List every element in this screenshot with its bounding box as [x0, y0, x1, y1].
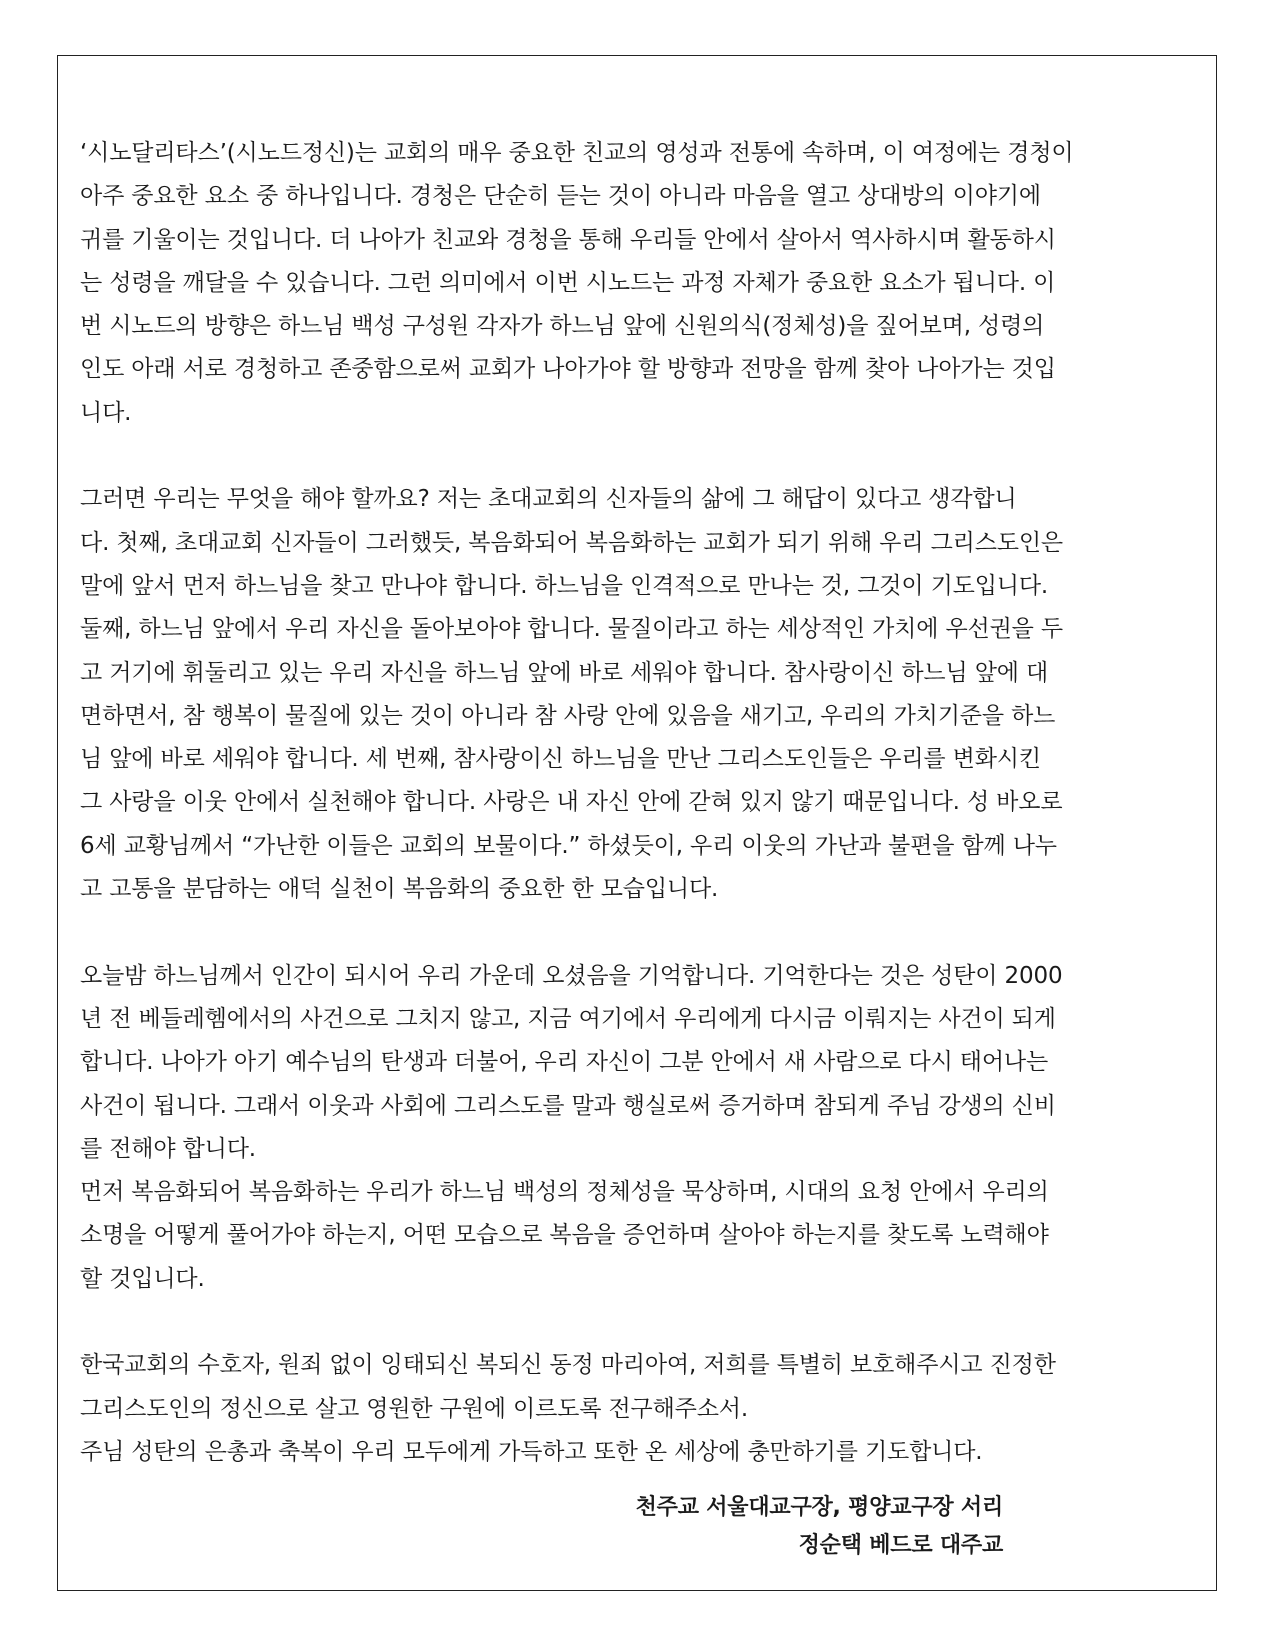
paragraph-closing-prayer — [80, 1344, 1200, 1474]
paragraph-gap — [80, 911, 1200, 954]
text-line: 귀를 기울이는 것입니다. 더 나아가 친교와 경청을 통해 우리들 안에서 살아서 역사하시며 활동하시 — [80, 226, 1056, 253]
text-line: 년 전 베들레헴에서의 사건으로 그치지 않고, 지금 여기에서 우리에게 다시금 이뤄지는 사건이 되게 — [80, 1005, 1056, 1032]
paragraph-gap — [80, 1301, 1200, 1344]
text-line: 니다. — [80, 399, 132, 426]
text-line: 먼저 복음화되어 복음화하는 우리가 하느님 백성의 정체성을 묵상하며, 시대의 요청 안에서 우리의 — [80, 1179, 1049, 1206]
paragraph-synodality — [80, 132, 1200, 435]
text-line: 면하면서, 참 행복이 물질에 있는 것이 아니라 참 사랑 안에 있음을 새기고, 우리의 가치기준을 하느 — [80, 702, 1056, 729]
text-line: 사건이 됩니다. 그래서 이웃과 사회에 그리스도를 말과 행실로써 증거하며 참되게 주님 강생의 신비 — [80, 1092, 1056, 1119]
text-line: 한국교회의 수호자, 원죄 없이 잉태되신 복되신 동정 마리아여, 저희를 특별히 보호해주시고 진정한 — [80, 1352, 1056, 1379]
signature-name: 정순택 베드로 대주교 — [798, 1533, 1003, 1558]
text-line: 6세 교황님께서 “가난한 이들은 교회의 보물이다.” 하셨듯이, 우리 이웃의 가난과 불편을 함께 나누 — [80, 832, 1057, 859]
text-line: 그리스도인의 정신으로 살고 영원한 구원에 이르도록 전구해주소서. — [80, 1395, 749, 1422]
text-line: 고 고통을 분담하는 애덕 실천이 복음화의 중요한 한 모습입니다. — [80, 876, 719, 903]
text-line: ‘시노달리타스’(시노드정신)는 교회의 매우 중요한 친교의 영성과 전통에 속하며, 이 여정에는 경청이 — [80, 140, 1074, 166]
text-line: 주님 성탄의 은총과 축복이 우리 모두에게 가득하고 또한 온 세상에 충만하기를 기도합니다. — [80, 1438, 983, 1465]
text-line: 오늘밤 하느님께서 인간이 되시어 우리 가운데 오셨음을 기억합니다. 기억한다는 것은 성탄이 2000 — [80, 962, 1063, 989]
text-line: 말에 앞서 먼저 하느님을 찾고 만나야 합니다. 하느님을 인격적으로 만나는 것, 그것이 기도입니다. — [80, 572, 1049, 599]
letter-body — [80, 132, 1200, 1474]
paragraph-gap — [80, 435, 1200, 478]
text-line: 님 앞에 바로 세워야 합니다. 세 번째, 참사랑이신 하느님을 만난 그리스도인들은 우리를 변화시킨 — [80, 746, 1041, 773]
text-line: 소명을 어떻게 풀어가야 하는지, 어떤 모습으로 복음을 증언하며 살아야 하는지를 찾도록 노력해야 — [80, 1222, 1049, 1249]
text-line: 다. 첫째, 초대교회 신자들이 그러했듯, 복음화되어 복음화하는 교회가 되기 위해 우리 그리스도인은 — [80, 529, 1063, 556]
text-line: 를 전해야 합니다. — [80, 1135, 256, 1162]
paragraph-christmas — [80, 955, 1200, 1301]
signature-title: 천주교 서울대교구장, 평양교구장 서리 — [635, 1495, 1003, 1520]
text-line: 둘째, 하느님 앞에서 우리 자신을 돌아보아야 합니다. 물질이라고 하는 세상적인 가치에 우선권을 두 — [80, 616, 1063, 643]
text-line: 번 시노드의 방향은 하느님 백성 구성원 각자가 하느님 앞에 신원의식(정체성)을 짚어보며, 성령의 — [80, 313, 1045, 340]
text-line: 할 것입니다. — [80, 1265, 205, 1292]
text-line: 합니다. 나아가 아기 예수님의 탄생과 더불어, 우리 자신이 그분 안에서 새 사람으로 다시 태어나는 — [80, 1049, 1049, 1076]
text-line: 인도 아래 서로 경청하고 존중함으로써 교회가 나아가야 할 방향과 전망을 함께 찾아 나아가는 것입 — [80, 356, 1056, 383]
text-line: 는 성령을 깨달을 수 있습니다. 그런 의미에서 이번 시노드는 과정 자체가 중요한 요소가 됩니다. 이 — [80, 269, 1056, 296]
paragraph-early-church — [80, 478, 1200, 911]
text-line: 그 사랑을 이웃 안에서 실천해야 합니다. 사랑은 내 자신 안에 갇혀 있지 않기 때문입니다. 성 바오로 — [80, 789, 1063, 816]
text-line: 그러면 우리는 무엇을 해야 할까요? 저는 초대교회의 신자들의 삶에 그 해답이 있다고 생각합니 — [80, 486, 1017, 513]
text-line: 아주 중요한 요소 중 하나입니다. 경청은 단순히 듣는 것이 아니라 마음을 열고 상대방의 이야기에 — [80, 183, 1041, 210]
text-line: 고 거기에 휘둘리고 있는 우리 자신을 하느님 앞에 바로 세워야 합니다. 참사랑이신 하느님 앞에 대 — [80, 659, 1049, 686]
